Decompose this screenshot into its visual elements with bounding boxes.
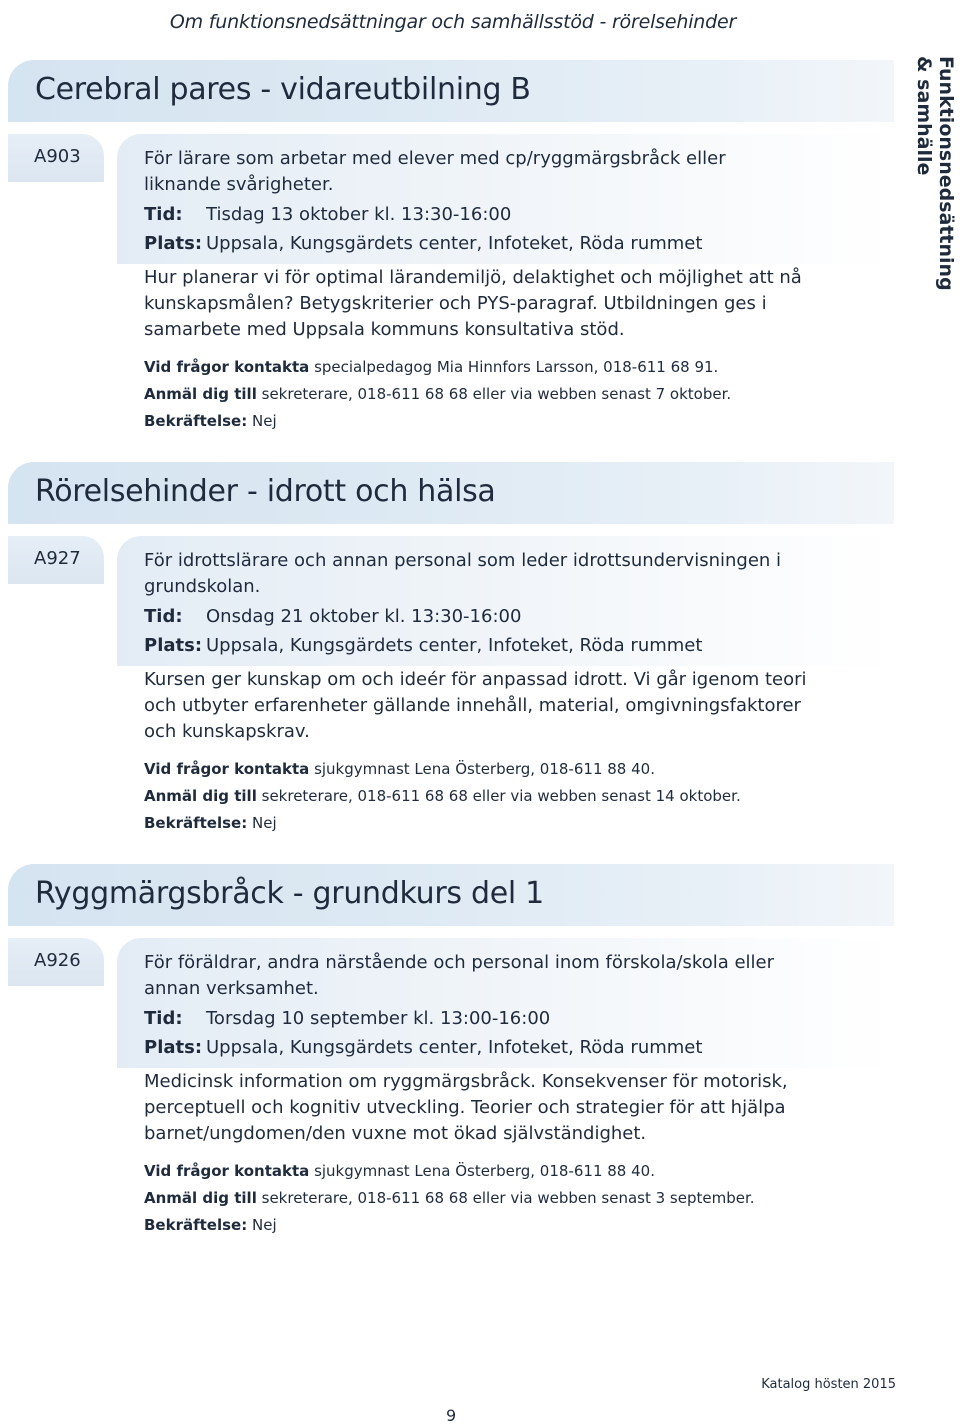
contact-value: specialpedagog Mia Hinnfors Larsson, 018-611 68 91.: [314, 358, 719, 376]
course-description: Medicinsk information om ryggmärgsbråck. Konsekvenser för motorisk, perceptuell och kognitiv utveckling. Teorier och strategier för att hjälpa barnet/ungdomen/den vuxne mot ökad självständighet.: [144, 1071, 788, 1144]
course-time: Torsdag 10 september kl. 13:00-16:00: [206, 1008, 551, 1029]
course-registration: [144, 783, 844, 810]
course-confirmation: [144, 1212, 844, 1239]
time-label: Tid:: [144, 204, 183, 225]
course-place: Uppsala, Kungsgärdets center, Infoteket, Röda rummet: [206, 233, 703, 254]
section-heading-band: [8, 864, 894, 926]
place-label: Plats:: [144, 635, 203, 656]
course-intro: För föräldrar, andra närstående och personal inom förskola/skola eller annan verksamhet.: [144, 952, 775, 999]
time-label: Tid:: [144, 1008, 183, 1029]
course-registration: [144, 1185, 844, 1212]
section-heading: Ryggmärgsbråck - grundkurs del 1: [35, 876, 544, 911]
confirmation-label: Bekräftelse:: [144, 1216, 248, 1234]
confirmation-label: Bekräftelse:: [144, 412, 248, 430]
confirmation-value: Nej: [252, 412, 277, 430]
course-code: A927: [34, 548, 81, 569]
course-time-row: [144, 604, 844, 630]
contact-value: sjukgymnast Lena Österberg, 018-611 88 40.: [314, 1162, 655, 1180]
course-place-row: [144, 1035, 844, 1061]
course-contact: [144, 1158, 844, 1185]
running-head: Om funktionsnedsättningar och samhällsstöd - rörelsehinder: [169, 11, 737, 33]
course-time: Tisdag 13 oktober kl. 13:30-16:00: [206, 204, 512, 225]
course-time-row: [144, 202, 844, 228]
course-code: A926: [34, 950, 81, 971]
course-place: Uppsala, Kungsgärdets center, Infoteket, Röda rummet: [206, 635, 703, 656]
confirmation-label: Bekräftelse:: [144, 814, 248, 832]
course-section-a926: [0, 864, 905, 1244]
registration-label: Anmäl dig till: [144, 385, 257, 403]
contact-label: Vid frågor kontakta: [144, 1162, 310, 1180]
course-place-row: [144, 633, 844, 659]
course-time: Onsdag 21 oktober kl. 13:30-16:00: [206, 606, 522, 627]
course-intro: För idrottslärare och annan personal som leder idrottsundervisningen i grundskolan.: [144, 550, 782, 597]
course-body: [144, 146, 844, 435]
side-tab-label: Funktionsnedsättning & samhälle: [913, 56, 957, 291]
section-heading: Cerebral pares - vidareutbilning B: [35, 72, 531, 107]
section-heading-band: [8, 60, 894, 122]
catalog-label: Katalog hösten 2015: [761, 1377, 896, 1392]
section-heading: Rörelsehinder - idrott och hälsa: [35, 474, 496, 509]
registration-value: sekreterare, 018-611 68 68 eller via webben senast 14 oktober.: [261, 787, 741, 805]
course-place: Uppsala, Kungsgärdets center, Infoteket, Röda rummet: [206, 1037, 703, 1058]
course-description: Hur planerar vi för optimal lärandemiljö, delaktighet och möjlighet att nå kunskapsmålen? Betygskriterier och PYS-paragraf. Utbildningen ges i samarbete med Uppsala kommuns konsultativa stöd.: [144, 267, 802, 340]
course-code-tab: [8, 134, 104, 182]
course-code-tab: [8, 938, 104, 986]
page-number: 9: [446, 1406, 457, 1425]
contact-label: Vid frågor kontakta: [144, 358, 310, 376]
course-code-tab: [8, 536, 104, 584]
registration-value: sekreterare, 018-611 68 68 eller via webben senast 7 oktober.: [261, 385, 732, 403]
course-confirmation: [144, 408, 844, 435]
course-place-row: [144, 231, 844, 257]
section-heading-band: [8, 462, 894, 524]
course-body: [144, 548, 844, 837]
side-tab: [913, 0, 960, 291]
place-label: Plats:: [144, 233, 203, 254]
course-contact: [144, 756, 844, 783]
course-registration: [144, 381, 844, 408]
course-description: Kursen ger kunskap om och ideér för anpassad idrott. Vi går igenom teori och utbyter erfarenheter gällande innehåll, material, omgivningsfaktorer och kunskapskrav.: [144, 669, 807, 742]
course-contact: [144, 354, 844, 381]
course-time-row: [144, 1006, 844, 1032]
confirmation-value: Nej: [252, 814, 277, 832]
registration-value: sekreterare, 018-611 68 68 eller via webben senast 3 september.: [261, 1189, 755, 1207]
course-confirmation: [144, 810, 844, 837]
time-label: Tid:: [144, 606, 183, 627]
course-code: A903: [34, 146, 81, 167]
course-body: [144, 950, 844, 1239]
confirmation-value: Nej: [252, 1216, 277, 1234]
contact-label: Vid frågor kontakta: [144, 760, 310, 778]
contact-value: sjukgymnast Lena Österberg, 018-611 88 40.: [314, 760, 655, 778]
course-section-a903: [0, 60, 905, 440]
registration-label: Anmäl dig till: [144, 787, 257, 805]
place-label: Plats:: [144, 1037, 203, 1058]
registration-label: Anmäl dig till: [144, 1189, 257, 1207]
course-intro: För lärare som arbetar med elever med cp/ryggmärgsbråck eller liknande svårigheter.: [144, 148, 726, 195]
course-section-a927: [0, 462, 905, 842]
